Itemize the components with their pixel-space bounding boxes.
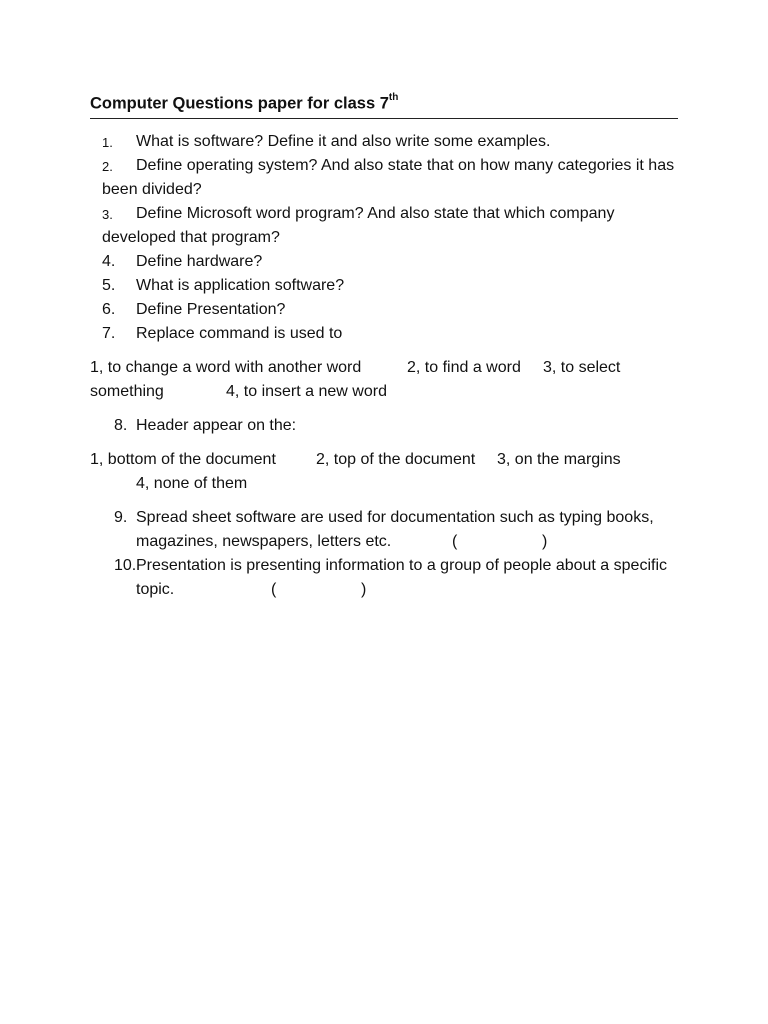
q9-number: 9. <box>114 509 128 526</box>
q7-text: Replace command is used to <box>136 325 343 342</box>
q9-answer-bracket-open: ( <box>452 533 458 550</box>
q7-option-3: 3, to select <box>543 359 621 376</box>
title-underline <box>90 118 678 119</box>
q8-option-2: 2, top of the document <box>316 451 476 468</box>
q8-option-4: 4, none of them <box>136 475 248 492</box>
q6-number: 6. <box>102 301 116 318</box>
q8-option-1: 1, bottom of the document <box>90 451 276 468</box>
q1-number: 1. <box>102 135 113 150</box>
page-title <box>90 94 398 114</box>
q10-text: Presentation is presenting information to a group of people about a specific <box>136 557 667 574</box>
q9-answer-bracket-close: ) <box>542 533 548 550</box>
q8-number: 8. <box>114 417 128 434</box>
q7-option-2: 2, to find a word <box>407 359 521 376</box>
q5-number: 5. <box>102 277 116 294</box>
q3-text-continued: developed that program? <box>102 229 280 246</box>
q2-text-continued: been divided? <box>102 181 202 198</box>
q7-number: 7. <box>102 325 116 342</box>
q2-text: Define operating system? And also state that on how many categories it has <box>136 157 675 174</box>
title-text: Computer Questions paper for class 7 <box>90 94 389 113</box>
q5-text: What is application software? <box>136 277 345 294</box>
q7-option-3-continued: something <box>90 383 164 400</box>
q9-text-continued: magazines, newspapers, letters etc. <box>136 533 392 550</box>
q1-text: What is software? Define it and also write some examples. <box>136 133 551 150</box>
q6-text: Define Presentation? <box>136 301 286 318</box>
q7-option-1: 1, to change a word with another word <box>90 359 362 376</box>
q2-number: 2. <box>102 159 113 174</box>
q7-option-4: 4, to insert a new word <box>226 383 387 400</box>
q3-number: 3. <box>102 207 113 222</box>
q10-answer-bracket-open: ( <box>271 581 277 598</box>
q10-answer-bracket-close: ) <box>361 581 367 598</box>
q9-text: Spread sheet software are used for documentation such as typing books, <box>136 509 654 526</box>
q8-option-3: 3, on the margins <box>497 451 621 468</box>
title-superscript: th <box>388 92 399 103</box>
q8-text: Header appear on the: <box>136 417 297 434</box>
q4-text: Define hardware? <box>136 253 263 270</box>
q10-number: 10. <box>114 557 137 574</box>
q3-text: Define Microsoft word program? And also state that which company <box>136 205 615 222</box>
q10-text-continued: topic. <box>136 581 175 598</box>
q4-number: 4. <box>102 253 116 270</box>
